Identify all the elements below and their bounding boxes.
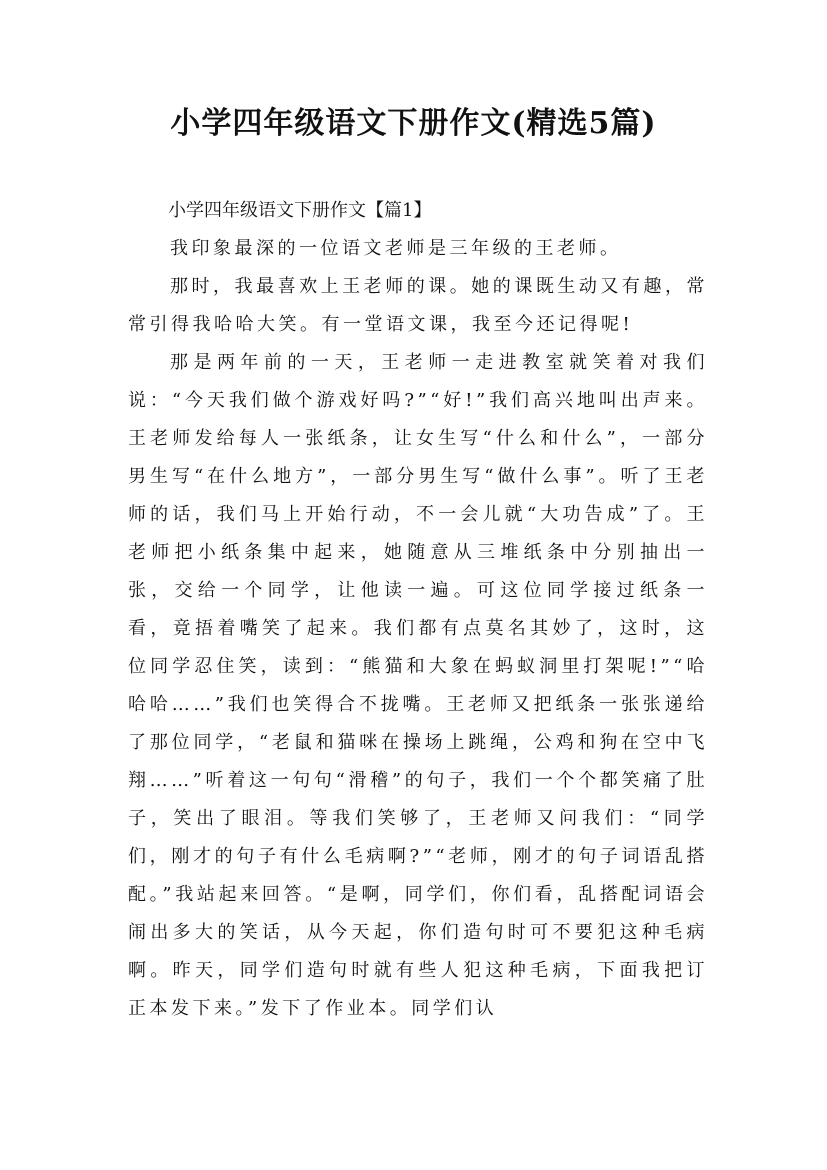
paragraph-2: 那时，我最喜欢上王老师的课。她的课既生动又有趣，常常引得我哈哈大笑。有一堂语文课，我至今还记得呢! — [128, 276, 708, 335]
paragraph-1: 我印象最深的一位语文老师是三年级的王老师。 — [170, 238, 622, 259]
section-heading: 小学四年级语文下册作文【篇1】 — [168, 200, 432, 221]
document-title: 小学四年级语文下册作文(精选5篇) — [170, 106, 657, 141]
paragraph-3: 那是两年前的一天，王老师一走进教室就笑着对我们说：“今天我们做个游戏好吗?”“好!”我们高兴地叫出声来。王老师发给每人一张纸条，让女生写“什么和什么”，一部分男生写“在什么地方”，一部分男生写“做什么事”。听了王老师的话，我们马上开始行动，不一会儿就“大功告成”了。王老师把小纸条集中起来，她随意从三堆纸条中分别抽出一张，交给一个同学，让他读一遍。可这位同学接过纸条一看，竟捂着嘴笑了起来。我们都有点莫名其妙了，这时，这位同学忍住笑，读到：“熊猫和大象在蚂蚁洞里打架呢!”“哈哈哈……”我们也笑得合不拢嘴。王老师又把纸条一张张递给了那位同学，“老鼠和猫咪在操场上跳绳，公鸡和狗在空中飞翔……”听着这一句句“滑稽”的句子，我们一个个都笑痛了肚子，笑出了眼泪。等我们笑够了，王老师又问我们：“同学们，刚才的句子有什么毛病啊?”“老师，刚才的句子词语乱搭配。”我站起来回答。“是啊，同学们，你们看，乱搭配词语会闹出多大的笑话，从今天起，你们造句时可不要犯这种毛病啊。昨天，同学们造句时就有些人犯这种毛病，下面我把订正本发下来。”发下了作业本。同学们认 — [128, 352, 708, 1019]
document-body — [128, 192, 708, 1028]
